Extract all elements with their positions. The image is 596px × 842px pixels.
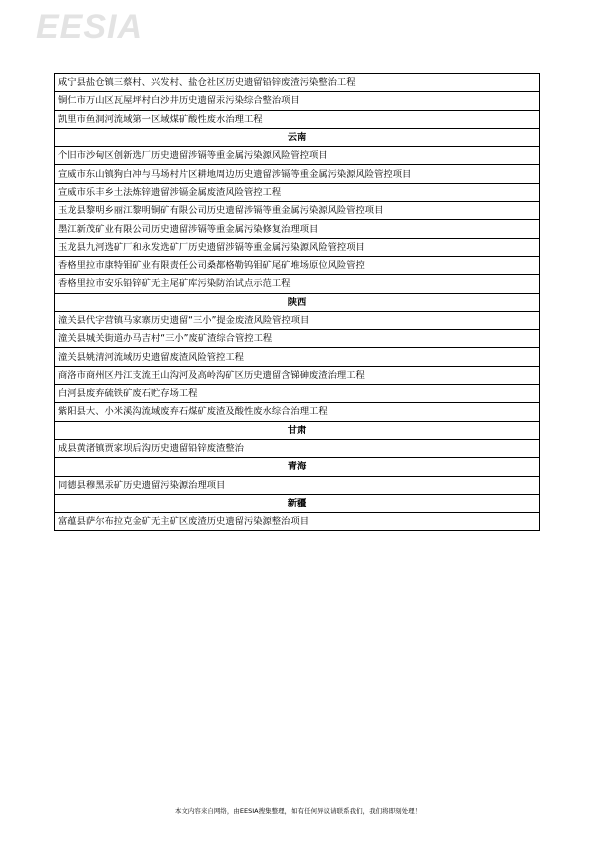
project-name: 咸宁县盐仓镇三蔡村、兴发村、盐仓社区历史遗留铅锌废渣污染整治工程 — [55, 74, 540, 92]
table-row — [55, 220, 540, 238]
table-row — [55, 238, 540, 256]
table-row — [55, 385, 540, 403]
province-name: 新疆 — [55, 494, 540, 512]
project-name: 凯里市鱼洞河流域第一区域煤矿酸性废水治理工程 — [55, 110, 540, 128]
province-header-row — [55, 421, 540, 439]
province-name: 甘肃 — [55, 421, 540, 439]
project-name: 铜仁市万山区瓦屋坪村白沙井历史遗留汞污染综合整治项目 — [55, 92, 540, 110]
project-table-body — [55, 74, 540, 531]
project-name: 紫阳县大、小米溪沟流域废弃石煤矿废渣及酸性废水综合治理工程 — [55, 403, 540, 421]
project-name: 宣威市乐丰乡土法炼锌遗留涉镉金属废渣风险管控工程 — [55, 183, 540, 201]
table-row — [55, 330, 540, 348]
project-name: 商洛市商州区丹江支流王山沟河及高岭沟矿区历史遗留含锑砷废渣治理工程 — [55, 366, 540, 384]
province-header-row — [55, 494, 540, 512]
province-header-row — [55, 128, 540, 146]
table-row — [55, 147, 540, 165]
project-name: 宣威市东山镇狗白冲与马场村片区耕地周边历史遗留涉镉等重金属污染源风险管控项目 — [55, 165, 540, 183]
table-row — [55, 202, 540, 220]
table-row — [55, 110, 540, 128]
project-name: 香格里拉市康特钼矿业有限责任公司桑都格勒钨钼矿尾矿堆场原位风险管控 — [55, 256, 540, 274]
project-table — [54, 73, 540, 531]
table-row — [55, 92, 540, 110]
table-row — [55, 348, 540, 366]
project-name: 墨江新茂矿业有限公司历史遗留涉镉等重金属污染修复治理项目 — [55, 220, 540, 238]
table-row — [55, 165, 540, 183]
project-name: 个旧市沙甸区创新选厂历史遗留涉镉等重金属污染源风险管控项目 — [55, 147, 540, 165]
footer-disclaimer: 本文内容来自网络，由EESIA搜集整理，如有任何异议请联系我们，我们将即刻处理！ — [174, 807, 422, 815]
eesia-logo: EESIA — [36, 8, 144, 46]
province-header-row — [55, 293, 540, 311]
province-name: 云南 — [55, 128, 540, 146]
project-name: 同德县穆黑汞矿历史遗留污染源治理项目 — [55, 476, 540, 494]
table-row — [55, 366, 540, 384]
table-row — [55, 439, 540, 457]
table-row — [55, 256, 540, 274]
project-name: 白河县废弃硫铁矿废石贮存场工程 — [55, 385, 540, 403]
province-header-row — [55, 458, 540, 476]
table-row — [55, 311, 540, 329]
table-row — [55, 476, 540, 494]
project-name: 香格里拉市安乐铅锌矿无主尾矿库污染防治试点示范工程 — [55, 275, 540, 293]
project-name: 潼关县城关街道办马吉村“三小”废矿渣综合管控工程 — [55, 330, 540, 348]
project-name: 成县黄渚镇贾家坝后沟历史遗留铅锌废渣整治 — [55, 439, 540, 457]
project-name: 潼关县姚清河流域历史遗留废渣风险管控工程 — [55, 348, 540, 366]
project-name: 潼关县代字营镇马家寨历史遗留“三小”提金废渣风险管控项目 — [55, 311, 540, 329]
project-name: 玉龙县黎明乡丽江黎明铜矿有限公司历史遗留涉镉等重金属污染源风险管控项目 — [55, 202, 540, 220]
project-name: 富蕴县萨尔布拉克金矿无主矿区废渣历史遗留污染源整治项目 — [55, 513, 540, 531]
project-name: 玉龙县九河选矿厂和永发选矿厂历史遗留涉镉等重金属污染源风险管控项目 — [55, 238, 540, 256]
table-row — [55, 183, 540, 201]
province-name: 陕西 — [55, 293, 540, 311]
table-row — [55, 513, 540, 531]
table-row — [55, 74, 540, 92]
table-row — [55, 403, 540, 421]
table-row — [55, 275, 540, 293]
province-name: 青海 — [55, 458, 540, 476]
